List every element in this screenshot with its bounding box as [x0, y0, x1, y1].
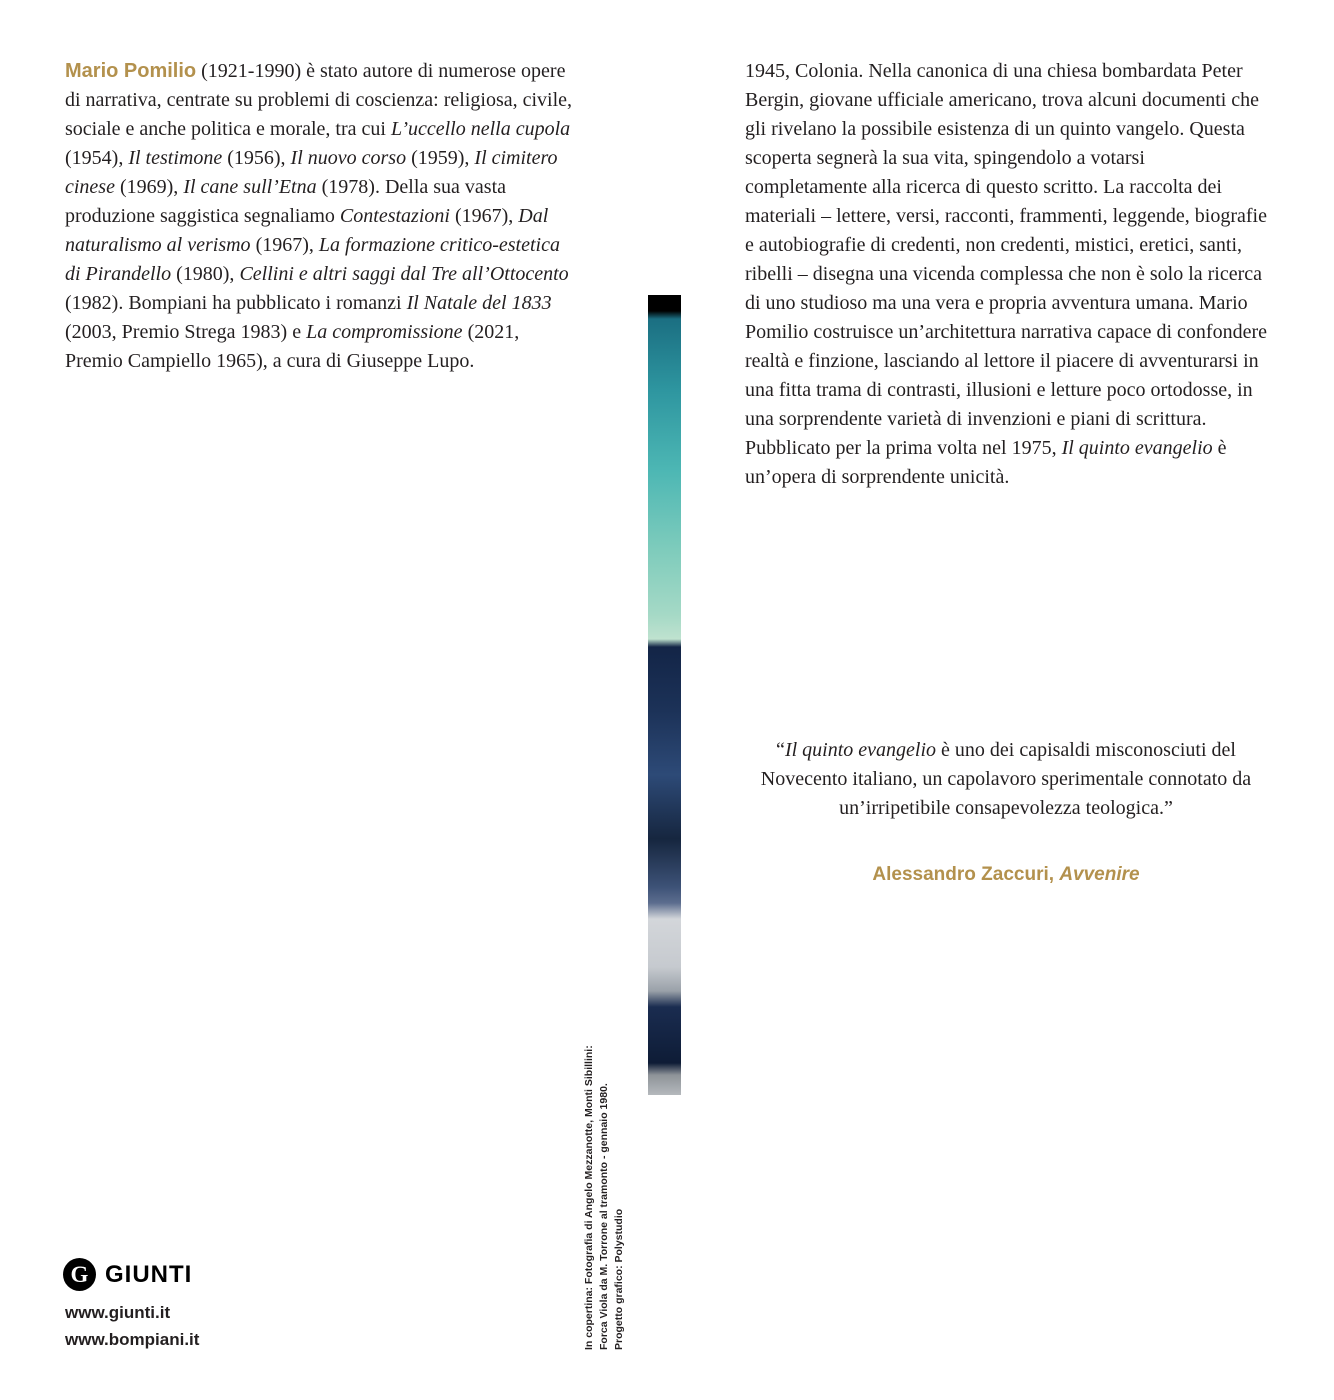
photo-credits: [582, 1045, 630, 1350]
book-synopsis-paragraph: 1945, Colonia. Nella canonica di una chiesa bombardata Peter Bergin, giovane ufficiale americano, trova alcuni documenti che gli rivelano la possibile esistenza di un quinto vangelo. Questa scoperta segnerà la sua vita, spingendolo a votarsi completamente alla ricerca di questo scritto. La raccolta dei materiali – lettere, versi, racconti, frammenti, leggende, biografie e autobiografie di credenti, non credenti, mistici, eretici, santi, ribelli – disegna una vicenda complessa che non è solo la ricerca di uno studioso ma una vera e propria avventura umana. Mario Pomilio costruisce un’architettura narrativa capace di confondere realtà e finzione, lasciando al lettore il piacere di avventurarsi in una fitta trama di contrasti, illusioni e letture poco ortodosse, in una sorprendente varietà di invenzioni e piani di scrittura. Pubblicato per la prima volta nel 1975, Il quinto evangelio è un’opera di sorprendente unicità.: [745, 60, 1267, 488]
author-bio-paragraph: Mario Pomilio (1921-1990) è stato autore di numerose opere di narrativa, centrate su problemi di coscienza: religiosa, civile, sociale e anche politica e morale, tra cui L’uccello nella cupola (1954), Il testimone (1956), Il nuovo corso (1959), Il cimitero cinese (1969), Il cane sull’Etna (1978). Della sua vasta produzione saggistica segnaliamo Contestazioni (1967), Dal naturalismo al verismo (1967), La formazione critico-estetica di Pirandello (1980), Cellini e altri saggi dal Tre all’Ottocento (1982). Bompiani ha pubblicato i romanzi Il Natale del 1833 (2003, Premio Strega 1983) e La compromissione (2021, Premio Campiello 1965), a cura di Giuseppe Lupo.: [65, 60, 573, 372]
credit-line: Forca Viola da M. Torrone al tramonto - gennaio 1980.: [598, 1083, 610, 1350]
credit-line: In copertina: Fotografia di Angelo Mezzanotte, Monti Sibillini:: [583, 1045, 595, 1350]
cover-photo-sliver: [648, 295, 681, 1095]
credit-line: Progetto grafico: Polystudio: [613, 1208, 625, 1350]
bompiani-url: www.bompiani.it: [65, 1330, 200, 1349]
giunti-logo-icon: [63, 1258, 96, 1291]
giunti-logo-letter: G: [70, 1262, 89, 1287]
giunti-logo: [63, 1258, 192, 1291]
giunti-url: www.giunti.it: [65, 1303, 171, 1322]
review-attribution: Alessandro Zaccuri, Avvenire: [872, 864, 1140, 885]
giunti-logo-text: GIUNTI: [105, 1260, 193, 1288]
review-quote: “Il quinto evangelio è uno dei capisaldi misconosciuti del Novecento italiano, un capolavoro sperimentale connotato da un’irripetibile consapevolezza teologica.”: [760, 739, 1252, 819]
